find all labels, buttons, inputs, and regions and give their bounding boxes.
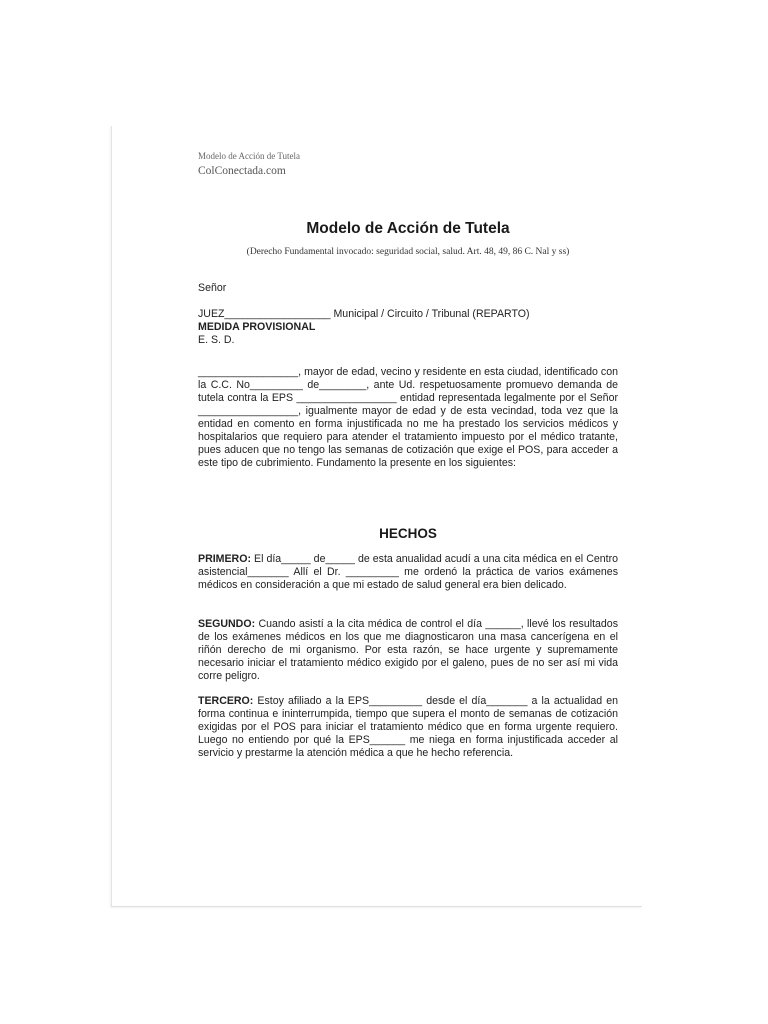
addressee-measure: MEDIDA PROVISIONAL: [198, 321, 316, 333]
running-header-title: Modelo de Acción de Tutela: [198, 151, 300, 161]
fact-label: PRIMERO:: [198, 553, 251, 565]
salutation: Señor: [198, 282, 227, 294]
fact-segundo: [198, 618, 618, 683]
fact-label: TERCERO:: [198, 695, 254, 707]
fact-label: SEGUNDO:: [198, 618, 256, 630]
section-heading-hechos: HECHOS: [379, 526, 437, 541]
running-header-site: ColConectada.com: [198, 165, 286, 177]
document-subtitle: (Derecho Fundamental invocado: seguridad social, salud. Art. 48, 49, 86 C. Nal y ss): [246, 247, 570, 257]
fact-text: Estoy afiliado a la EPS_________ desde el día_______ a la actualidad en forma continua e ininterrumpida, tiempo que supera el monto de semanas de cotización exigidas por el POS para iniciar el tratamiento médico que en forma urgente requiero. Luego no entiendo por qué la EPS______ me niega en forma injustificada acceder al servicio y prestarme la atención médica a que he hecho referencia.: [198, 695, 618, 759]
addressee-judge: JUEZ__________________ Municipal / Circuito / Tribunal (REPARTO): [198, 308, 530, 320]
intro-paragraph: _________________, mayor de edad, vecino y residente en esta ciudad, identificado con la C.C. No_________ de________, ante Ud. respetuosamente promuevo demanda de tutela contra la EPS _________________ entidad representada legalmente por el Señor _________________, igualmente mayor de edad y de esta vecindad, toda vez que la entidad en comento en forma injustificada no me ha prestado los servicios médicos y hospitalarios que requiero para atender el tratamiento impuesto por el médico tratante, pues aducen que no tengo las semanas de cotización que exige el POS, para acceder a este tipo de cubrimiento. Fundamento la presente en los siguientes:: [198, 366, 618, 469]
addressee-block: [198, 308, 618, 347]
fact-text: El día_____ de_____ de esta anualidad acudí a una cita médica en el Centro asistencial_______ Allí el Dr. _________ me ordenó la práctica de varios exámenes médicos en consideración a que mi estado de salud general era bien delicado.: [198, 553, 618, 591]
fact-tercero: [198, 695, 618, 760]
addressee-esd: E. S. D.: [198, 334, 235, 346]
fact-primero: [198, 553, 618, 592]
document-page: [111, 126, 642, 907]
fact-text: Cuando asistí a la cita médica de control el día ______, llevé los resultados de los exámenes médicos en los que me diagnosticaron una masa cancerígena en el riñón derecho de mi organismo. Por esta razón, se hace urgente y supremamente necesario iniciar el tratamiento médico exigido por el galeno, pues de no ser así mi vida corre peligro.: [198, 618, 618, 682]
document-title: Modelo de Acción de Tutela: [306, 220, 510, 237]
